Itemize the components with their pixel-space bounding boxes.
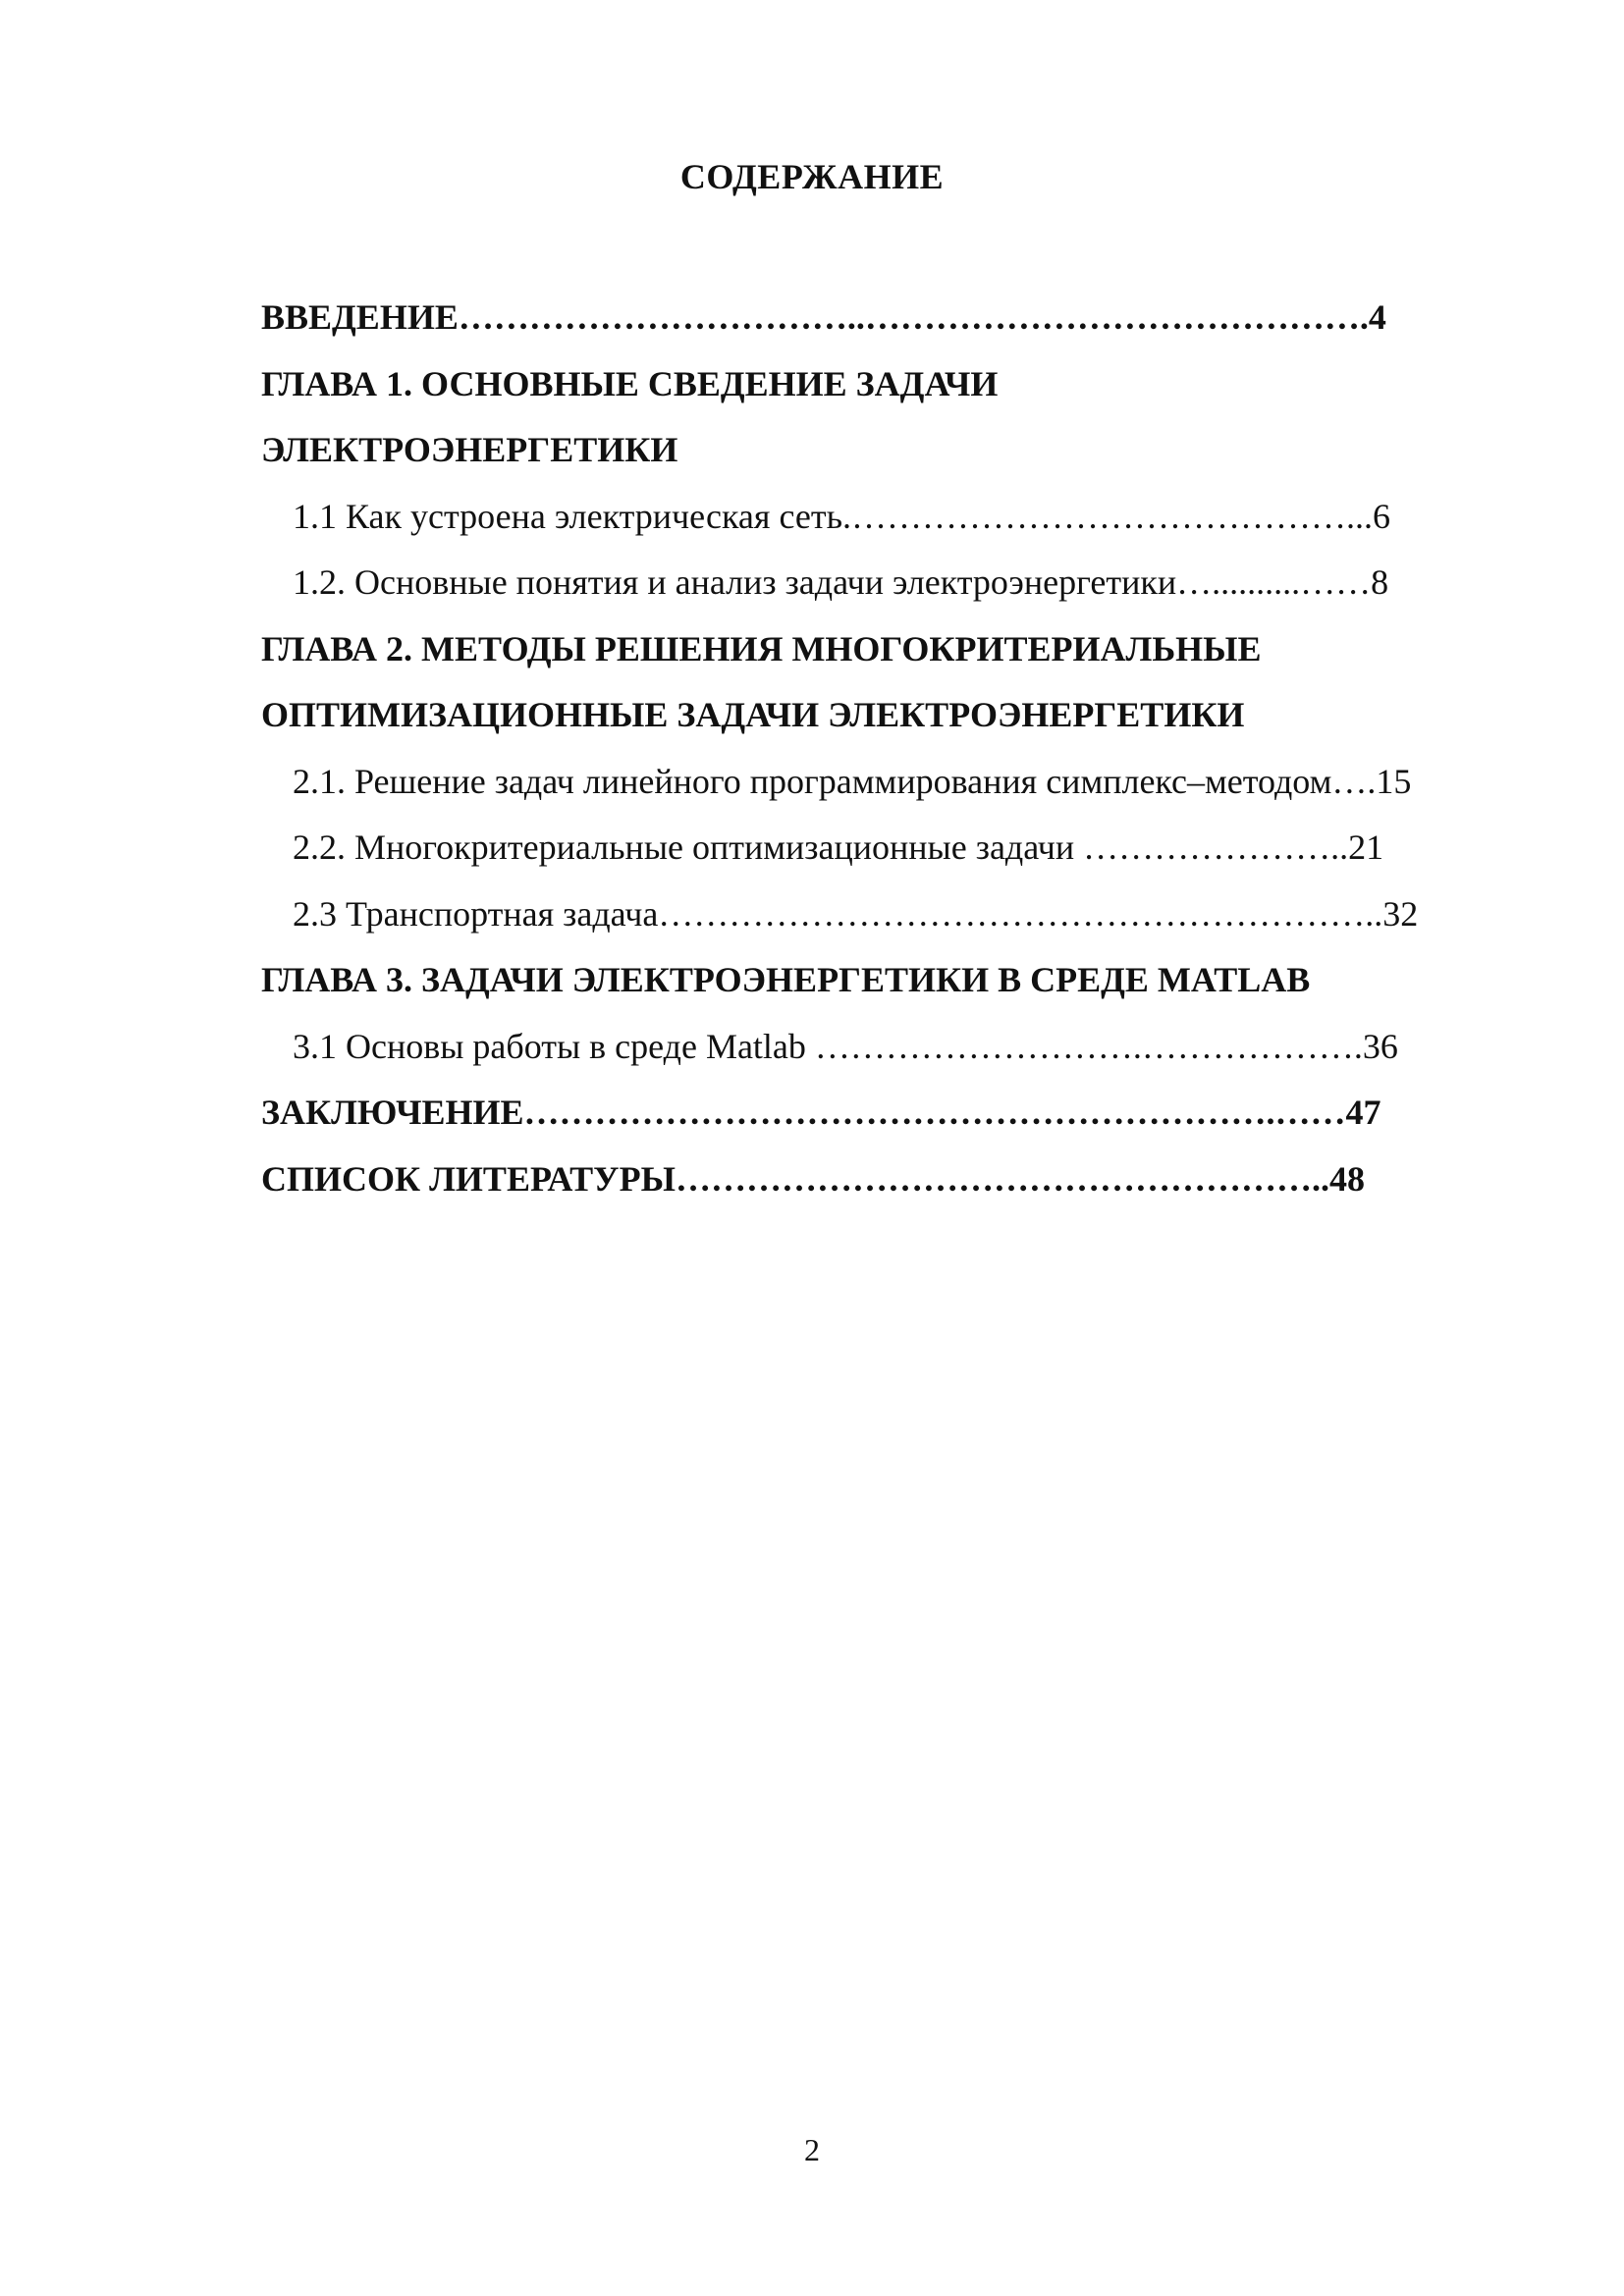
- toc-section-1-2[interactable]: 1.2. Основные понятия и анализ задачи электроэнергетики…..........……8: [293, 562, 1389, 602]
- toc-section-3-1[interactable]: 3.1 Основы работы в среде Matlab ……………………….……………….36: [293, 1026, 1398, 1066]
- toc-chapter-2-heading-line-1[interactable]: ГЛАВА 2. МЕТОДЫ РЕШЕНИЯ МНОГОКРИТЕРИАЛЬНЫЕ: [261, 628, 1262, 668]
- page-title: СОДЕРЖАНИЕ: [679, 157, 945, 196]
- toc-chapter-1-heading-line-1[interactable]: ГЛАВА 1. ОСНОВНЫЕ СВЕДЕНИЕ ЗАДАЧИ: [261, 363, 999, 403]
- toc-chapter-2-heading-line-2[interactable]: ОПТИМИЗАЦИОННЫЕ ЗАДАЧИ ЭЛЕКТРОЭНЕРГЕТИКИ: [261, 695, 1245, 734]
- toc-entry-conclusion[interactable]: ЗАКЛЮЧЕНИЕ……………………………………………………….……47: [261, 1093, 1381, 1132]
- toc-section-2-2[interactable]: 2.2. Многокритериальные оптимизационные задачи …………………..21: [293, 828, 1384, 867]
- toc-section-2-3[interactable]: 2.3 Транспортная задача……………………………………………………..32: [293, 893, 1419, 934]
- toc-section-1-1[interactable]: 1.1 Как устроена электрическая сеть.……………………………………...6: [293, 496, 1391, 536]
- toc-entry-introduction[interactable]: ВВЕДЕНИЕ……………………………..…………………………………….4: [261, 297, 1386, 337]
- table-of-contents: [261, 285, 1528, 1212]
- toc-chapter-3-heading[interactable]: ГЛАВА 3. ЗАДАЧИ ЭЛЕКТРОЭНЕРГЕТИКИ В СРЕДЕ MATLAB: [261, 960, 1311, 999]
- toc-entry-bibliography[interactable]: СПИСОК ЛИТЕРАТУРЫ………………………………………………..48: [261, 1158, 1365, 1199]
- toc-chapter-1-heading-line-2[interactable]: ЭЛЕКТРОЭНЕРГЕТИКИ: [261, 430, 678, 469]
- toc-section-2-1[interactable]: 2.1. Решение задач линейного программирования симплекс–методом….15: [293, 761, 1412, 801]
- page-number: 2: [804, 2132, 820, 2167]
